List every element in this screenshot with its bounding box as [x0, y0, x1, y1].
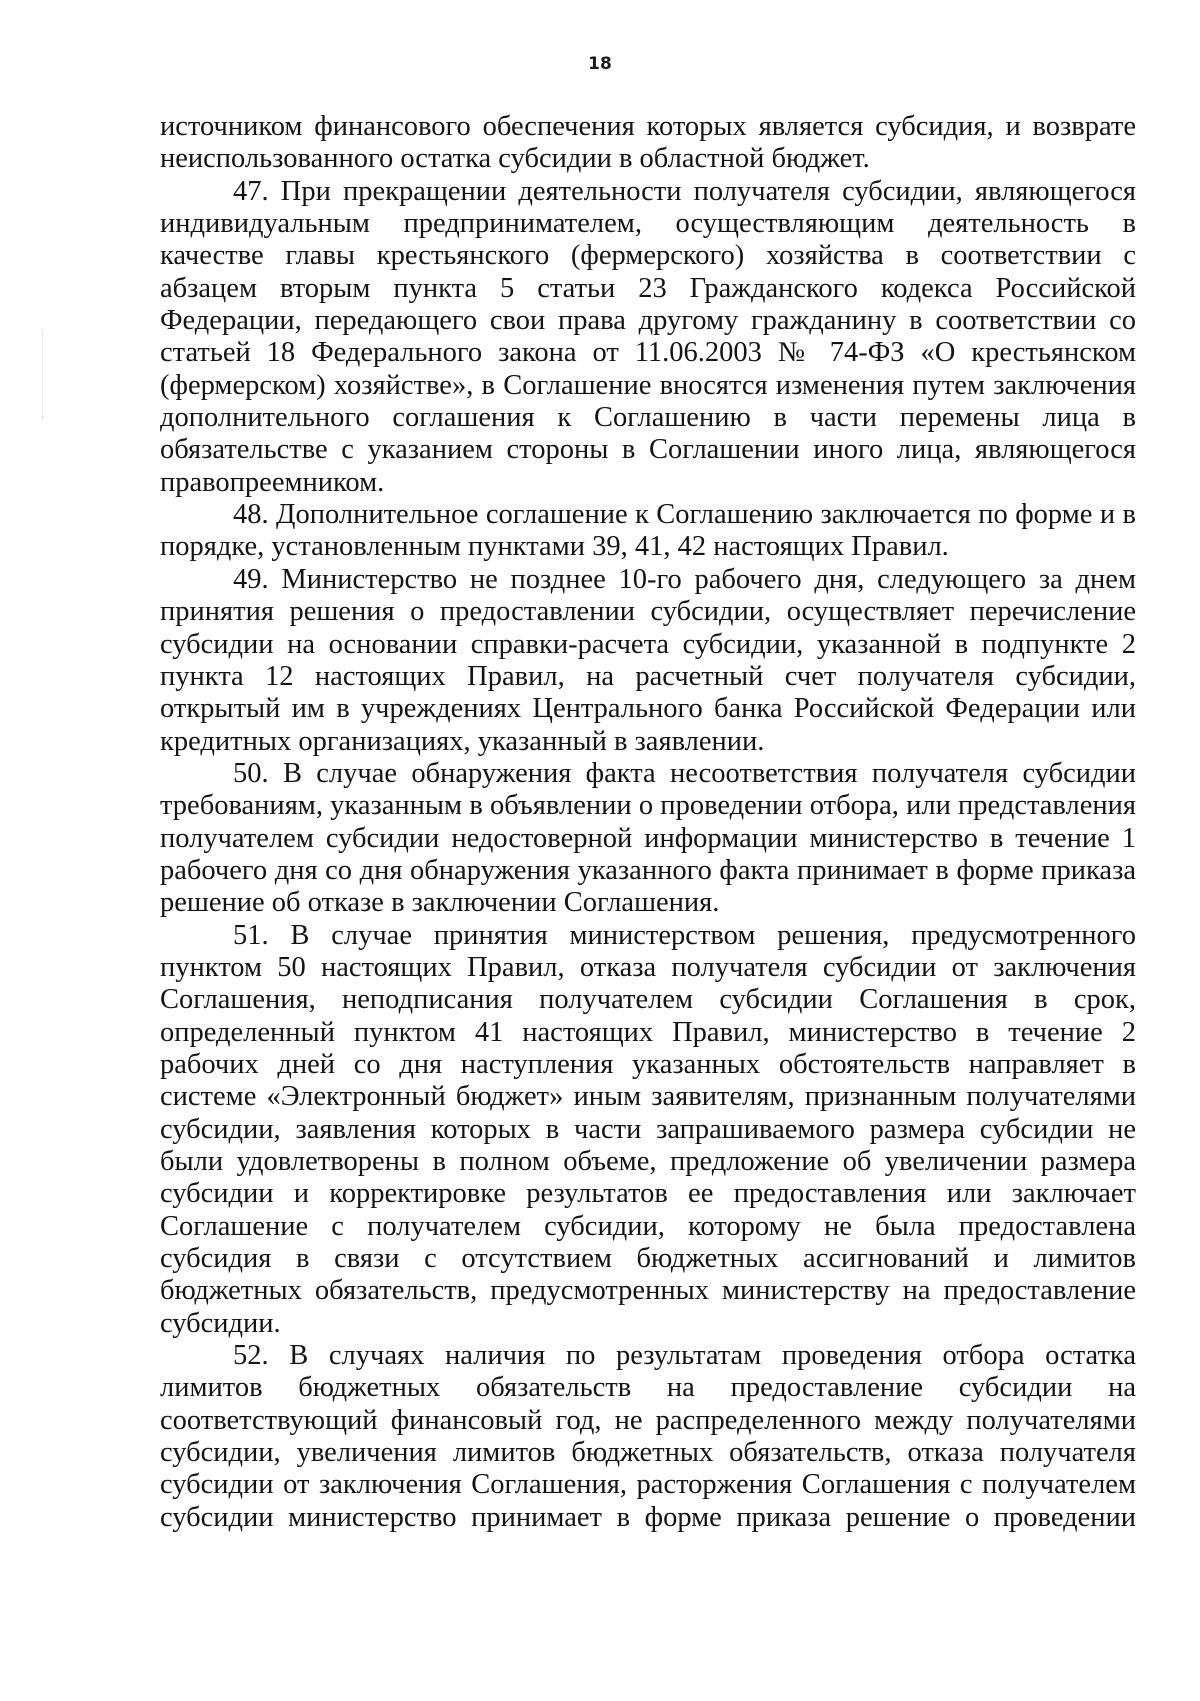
paragraph-48: 48. Дополнительное соглашение к Соглашению заключается по форме и в порядке, установленным пунктами 39, 41, 42 настоящих Правил. [160, 499, 1136, 563]
document-body [160, 111, 1136, 1534]
paragraph-47: 47. При прекращении деятельности получателя субсидии, являющегося индивидуальным предпринимателем, осуществляющим деятельность в качестве главы крестьянского (фермерского) хозяйства в соответствии с абзацем вторым пункта 5 статьи 23 Гражданского кодекса Российской Федерации, передающего свои права другому гражданину в соответствии со статьей 18 Федерального закона от 11.06.2003 № 74-ФЗ «О крестьянском (фермерском) хозяйстве», в Соглашение вносятся изменения путем заключения дополнительного соглашения к Соглашению в части перемены лица в обязательстве с указанием стороны в Соглашении иного лица, являющегося правопреемником. [160, 175, 1136, 498]
page-number: 18 [588, 54, 612, 74]
paragraph-continuation: источником финансового обеспечения которых является субсидия, и возврате неиспользованного остатка субсидии в областной бюджет. [160, 111, 1136, 175]
paragraph-52: 52. В случаях наличия по результатам проведения отбора остатка лимитов бюджетных обязательств на предоставление субсидии на соответствующий финансовый год, не распределенного между получателями субсидии, увеличения лимитов бюджетных обязательств, отказа получателя субсидии от заключения Соглашения, расторжения Соглашения с получателем субсидии министерство принимает в форме приказа решение о проведении [160, 1340, 1136, 1533]
scan-margin-mark [42, 330, 43, 420]
paragraph-50: 50. В случае обнаружения факта несоответствия получателя субсидии требованиям, указанным в объявлении о проведении отбора, или представления получателем субсидии недостоверной информации министерство в течение 1 рабочего дня со дня обнаружения указанного факта принимает в форме приказа решение об отказе в заключении Соглашения. [160, 757, 1136, 919]
paragraph-51: 51. В случае принятия министерством решения, предусмотренного пунктом 50 настоящих Правил, отказа получателя субсидии от заключения Соглашения, неподписания получателем субсидии Соглашения в срок, определенный пунктом 41 настоящих Правил, министерство в течение 2 рабочих дней со дня наступления указанных обстоятельств направляет в системе «Электронный бюджет» иным заявителям, признанным получателями субсидии, заявления которых в части запрашиваемого размера субсидии не были удовлетворены в полном объеме, предложение об увеличении размера субсидии и корректировке результатов ее предоставления или заключает Соглашение с получателем субсидии, которому не была предоставлена субсидия в связи с отсутствием бюджетных ассигнований и лимитов бюджетных обязательств, предусмотренных министерству на предоставление субсидии. [160, 919, 1136, 1339]
paragraph-49: 49. Министерство не позднее 10-го рабочего дня, следующего за днем принятия решения о предоставлении субсидии, осуществляет перечисление субсидии на основании справки-расчета субсидии, указанной в подпункте 2 пункта 12 настоящих Правил, на расчетный счет получателя субсидии, открытый им в учреждениях Центрального банка Российской Федерации или кредитных организациях, указанный в заявлении. [160, 563, 1136, 757]
